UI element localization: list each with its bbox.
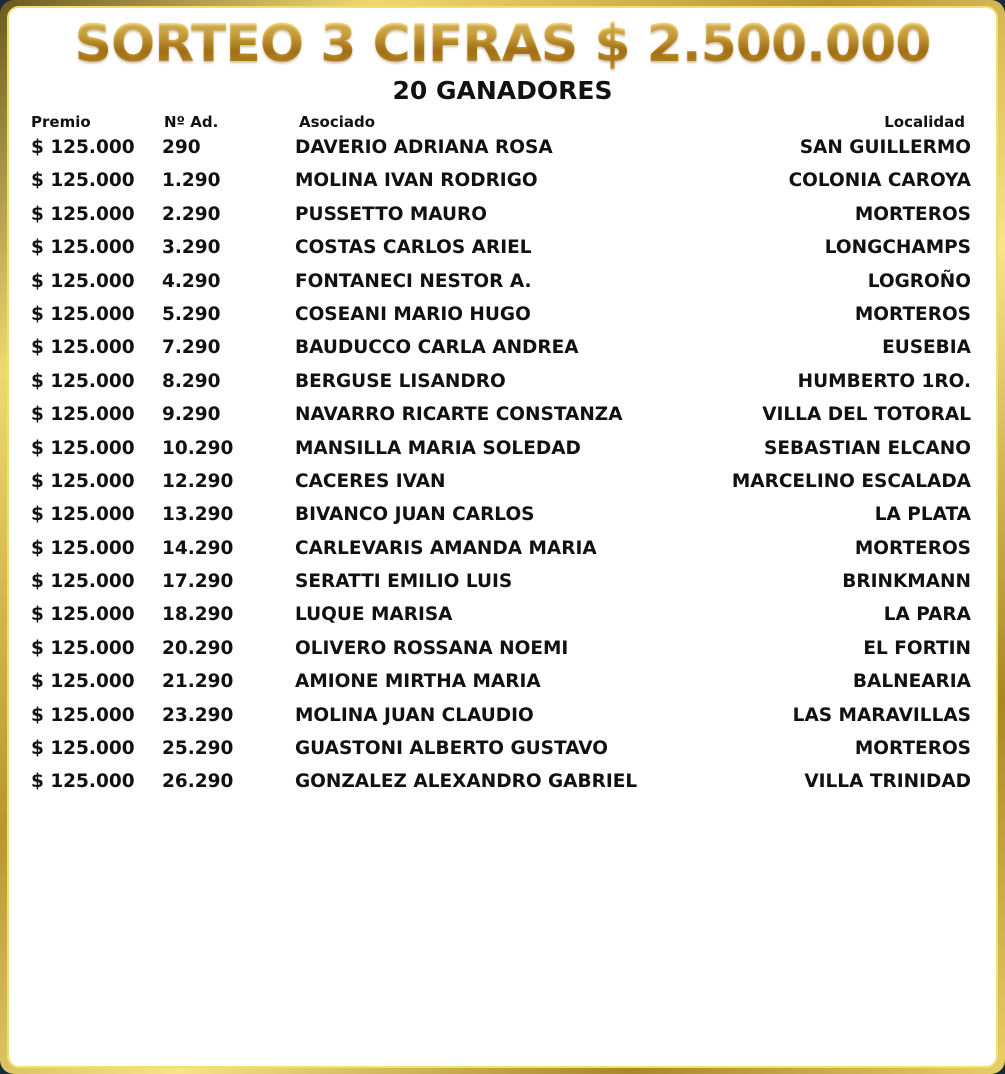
cell-asociado: DAVERIO ADRIANA ROSA xyxy=(295,137,553,158)
cell-localidad: MARCELINO ESCALADA xyxy=(731,470,971,492)
table-row xyxy=(0,232,1005,265)
table-row xyxy=(0,165,1005,198)
table-row xyxy=(0,533,1005,566)
cell-nro-ad: 18.290 xyxy=(162,604,234,626)
table-row xyxy=(0,299,1005,332)
cell-localidad: BRINKMANN xyxy=(842,571,971,593)
cell-nro-ad: 290 xyxy=(162,137,201,158)
cell-nro-ad: 2.290 xyxy=(162,203,221,225)
cell-asociado: COSEANI MARIO HUGO xyxy=(295,303,531,325)
cell-asociado: FONTANECI NESTOR A. xyxy=(295,270,532,292)
cell-localidad: HUMBERTO 1RO. xyxy=(797,370,971,392)
cell-premio: $ 125.000 xyxy=(31,470,135,492)
cell-localidad: MORTEROS xyxy=(854,203,971,225)
cell-localidad: LA PLATA xyxy=(874,504,971,526)
cell-premio: $ 125.000 xyxy=(31,704,135,726)
cell-premio: $ 125.000 xyxy=(31,437,135,459)
cell-nro-ad: 9.290 xyxy=(162,404,221,426)
table-row xyxy=(0,132,1005,165)
table-row xyxy=(0,766,1005,799)
header-asociado: Asociado xyxy=(299,113,376,131)
cell-localidad: VILLA DEL TOTORAL xyxy=(762,404,971,426)
cell-nro-ad: 20.290 xyxy=(162,637,234,659)
cell-asociado: COSTAS CARLOS ARIEL xyxy=(295,237,532,259)
cell-nro-ad: 3.290 xyxy=(162,237,221,259)
cell-localidad: COLONIA CAROYA xyxy=(788,170,971,192)
cell-asociado: BERGUSE LISANDRO xyxy=(295,370,506,392)
cell-localidad: MORTEROS xyxy=(854,738,971,760)
cell-nro-ad: 5.290 xyxy=(162,303,221,325)
cell-localidad: MORTEROS xyxy=(854,303,971,325)
table-row xyxy=(0,499,1005,532)
cell-asociado: CARLEVARIS AMANDA MARIA xyxy=(295,537,597,559)
cell-premio: $ 125.000 xyxy=(31,504,135,526)
winners-table xyxy=(0,132,1005,800)
cell-asociado: BIVANCO JUAN CARLOS xyxy=(295,504,535,526)
cell-premio: $ 125.000 xyxy=(31,237,135,259)
header-nro-ad: Nº Ad. xyxy=(164,113,219,131)
cell-asociado: MANSILLA MARIA SOLEDAD xyxy=(295,437,581,459)
cell-premio: $ 125.000 xyxy=(31,571,135,593)
cell-localidad: VILLA TRINIDAD xyxy=(804,771,971,793)
table-row xyxy=(0,566,1005,599)
cell-premio: $ 125.000 xyxy=(31,537,135,559)
table-row xyxy=(0,466,1005,499)
cell-premio: $ 125.000 xyxy=(31,137,135,158)
cell-nro-ad: 26.290 xyxy=(162,771,234,793)
cell-asociado: MOLINA IVAN RODRIGO xyxy=(295,170,538,192)
cell-asociado: PUSSETTO MAURO xyxy=(295,203,488,225)
cell-nro-ad: 7.290 xyxy=(162,337,221,359)
cell-premio: $ 125.000 xyxy=(31,604,135,626)
cell-asociado: SERATTI EMILIO LUIS xyxy=(295,571,513,593)
table-row xyxy=(0,433,1005,466)
cell-asociado: LUQUE MARISA xyxy=(295,604,453,626)
table-row xyxy=(0,266,1005,299)
cell-asociado: GONZALEZ ALEXANDRO GABRIEL xyxy=(295,771,638,793)
cell-premio: $ 125.000 xyxy=(31,370,135,392)
cell-premio: $ 125.000 xyxy=(31,203,135,225)
cell-asociado: BAUDUCCO CARLA ANDREA xyxy=(295,337,579,359)
cell-nro-ad: 23.290 xyxy=(162,704,234,726)
cell-premio: $ 125.000 xyxy=(31,738,135,760)
page-title: SORTEO 3 CIFRAS $ 2.500.000 xyxy=(0,10,1005,78)
cell-premio: $ 125.000 xyxy=(31,303,135,325)
cell-premio: $ 125.000 xyxy=(31,637,135,659)
table-row xyxy=(0,666,1005,699)
cell-nro-ad: 1.290 xyxy=(162,170,221,192)
cell-localidad: LOGROÑO xyxy=(867,270,971,292)
cell-asociado: GUASTONI ALBERTO GUSTAVO xyxy=(295,738,608,760)
cell-asociado: NAVARRO RICARTE CONSTANZA xyxy=(295,404,623,426)
cell-premio: $ 125.000 xyxy=(31,170,135,192)
cell-nro-ad: 12.290 xyxy=(162,470,234,492)
table-row xyxy=(0,599,1005,632)
table-row xyxy=(0,399,1005,432)
cell-localidad: LONGCHAMPS xyxy=(824,237,971,259)
header-localidad: Localidad xyxy=(884,113,965,131)
cell-nro-ad: 10.290 xyxy=(162,437,234,459)
cell-asociado: MOLINA JUAN CLAUDIO xyxy=(295,704,534,726)
table-row xyxy=(0,633,1005,666)
cell-asociado: CACERES IVAN xyxy=(295,470,446,492)
cell-localidad: BALNEARIA xyxy=(852,671,971,693)
table-header xyxy=(0,112,1005,132)
cell-asociado: AMIONE MIRTHA MARIA xyxy=(295,671,541,693)
cell-nro-ad: 8.290 xyxy=(162,370,221,392)
table-row xyxy=(0,332,1005,365)
cell-premio: $ 125.000 xyxy=(31,270,135,292)
cell-localidad: MORTEROS xyxy=(854,537,971,559)
winners-count-subtitle: 20 GANADORES xyxy=(392,76,613,105)
cell-nro-ad: 13.290 xyxy=(162,504,234,526)
cell-localidad: EUSEBIA xyxy=(882,337,971,359)
cell-localidad: SEBASTIAN ELCANO xyxy=(764,437,971,459)
cell-localidad: EL FORTIN xyxy=(863,637,971,659)
cell-localidad: LA PARA xyxy=(883,604,971,626)
cell-nro-ad: 14.290 xyxy=(162,537,234,559)
table-row xyxy=(0,700,1005,733)
cell-localidad: LAS MARAVILLAS xyxy=(792,704,971,726)
header-premio: Premio xyxy=(31,113,91,131)
cell-asociado: OLIVERO ROSSANA NOEMI xyxy=(295,637,569,659)
cell-premio: $ 125.000 xyxy=(31,671,135,693)
cell-premio: $ 125.000 xyxy=(31,404,135,426)
cell-nro-ad: 25.290 xyxy=(162,738,234,760)
cell-nro-ad: 4.290 xyxy=(162,270,221,292)
cell-nro-ad: 17.290 xyxy=(162,571,234,593)
table-row xyxy=(0,733,1005,766)
cell-nro-ad: 21.290 xyxy=(162,671,234,693)
cell-premio: $ 125.000 xyxy=(31,771,135,793)
table-row xyxy=(0,366,1005,399)
cell-localidad: SAN GUILLERMO xyxy=(799,137,971,158)
cell-premio: $ 125.000 xyxy=(31,337,135,359)
table-row xyxy=(0,199,1005,232)
